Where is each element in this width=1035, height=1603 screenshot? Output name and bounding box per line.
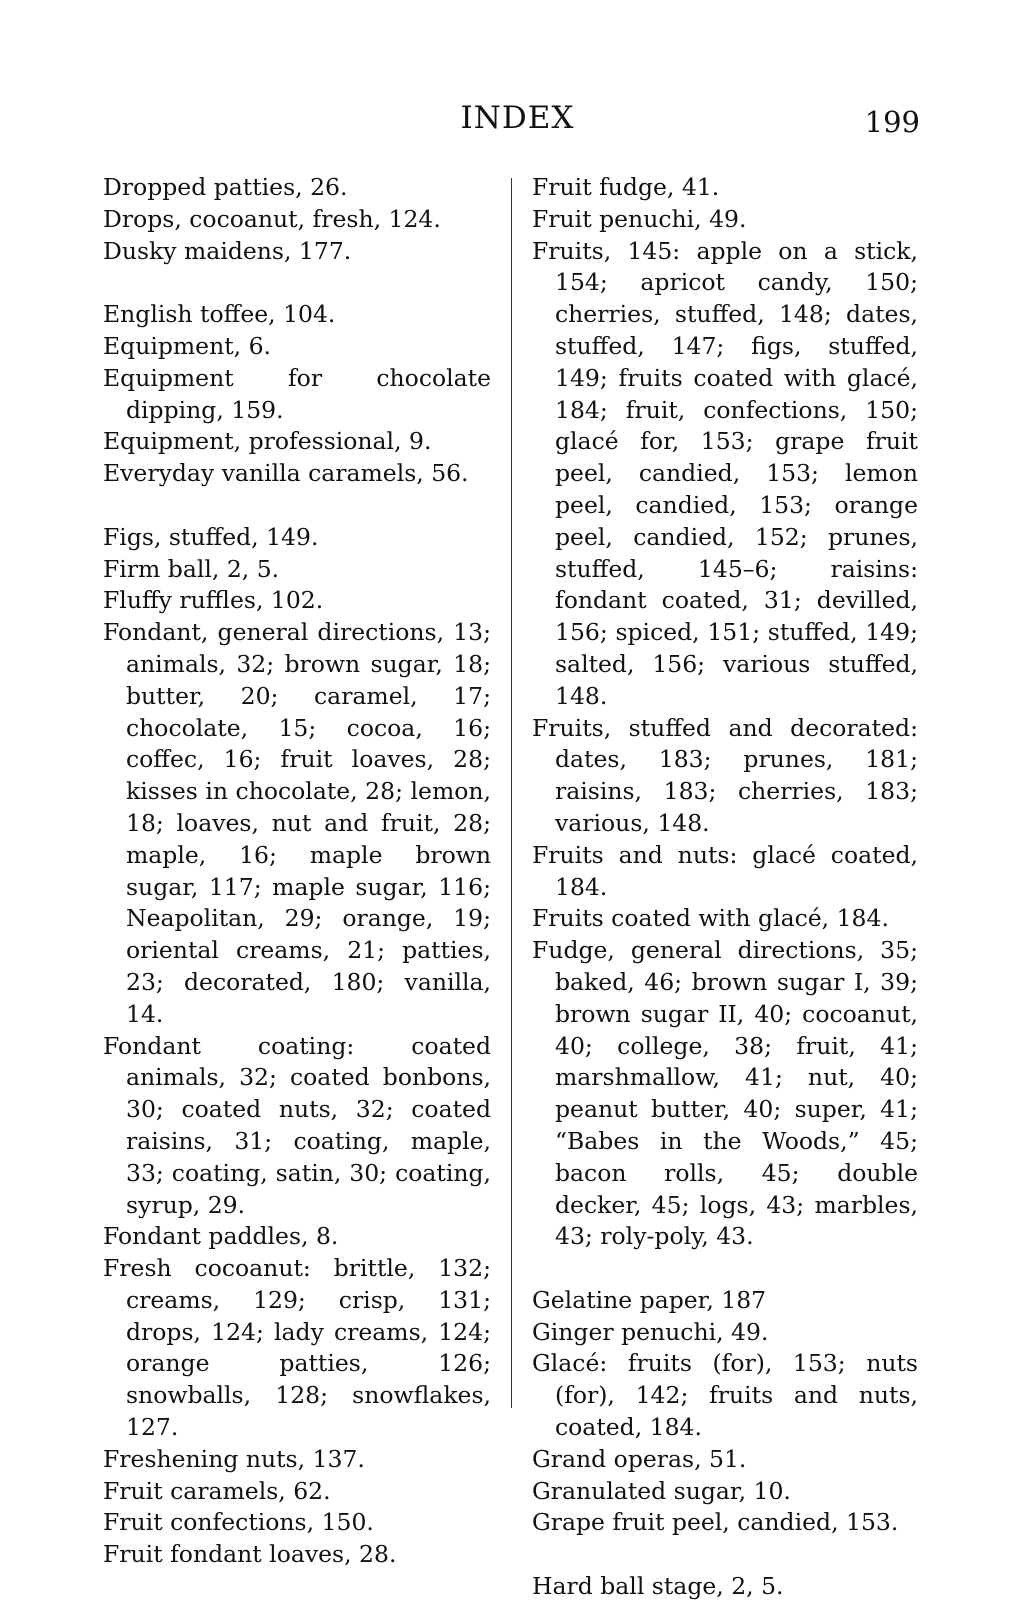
index-entry: Freshening nuts, 137. <box>103 1444 365 1473</box>
page-number: 199 <box>864 105 920 139</box>
page-title: INDEX <box>460 100 575 136</box>
index-entry: Fondant coating: coated animals, 32; coated bonbons, 30; coated nuts, 32; coated raisins, 31; coating, maple, 33; coating, satin, 30; coating, syrup, 29. <box>103 1031 491 1219</box>
index-entry: Glacé: fruits (for), 153; nuts (for), 142; fruits and nuts, coated, 184. <box>532 1349 918 1442</box>
index-entry: Hard ball stage, 2, 5. <box>532 1572 784 1601</box>
letter-group-gap <box>532 1253 918 1285</box>
index-entry: Figs, stuffed, 149. <box>103 522 319 551</box>
index-entry: Fruit fondant loaves, 28. <box>103 1540 397 1569</box>
letter-group-gap <box>103 490 491 522</box>
index-entry: Fruits coated with glacé, 184. <box>532 904 889 933</box>
index-entry: Fruits, stuffed and decorated: dates, 183; prunes, 181; raisins, 183; cherries, 183; various, 148. <box>532 713 918 837</box>
index-column-left <box>103 172 491 1571</box>
index-entry: Ginger penuchi, 49. <box>532 1317 769 1346</box>
letter-group-gap <box>103 267 491 299</box>
index-entry: Equipment, 6. <box>103 331 272 360</box>
index-entry: Fruits, 145: apple on a stick, 154; apricot candy, 150; cherries, stuffed, 148; dates, stuffed, 147; figs, stuffed, 149; fruits coated with glacé, 184; fruit, confections, 150; glacé for, 153; grape fruit peel, candied, 153; lemon peel, candied, 153; orange peel, candied, 152; prunes, stuffed, 145–6; raisins: fondant coated, 31; devilled, 156; spiced, 151; stuffed, 149; salted, 156; various stuffed, 148. <box>532 236 918 710</box>
index-entry: English toffee, 104. <box>103 300 336 329</box>
index-entry: Fondant paddles, 8. <box>103 1222 339 1251</box>
index-entry: Equipment, professional, 9. <box>103 427 432 456</box>
index-entry: Fruit penuchi, 49. <box>532 204 747 233</box>
index-entry: Fondant, general directions, 13; animals, 32; brown sugar, 18; butter, 20; caramel, 17; chocolate, 15; cocoa, 16; coffec, 16; fruit loaves, 28; kisses in chocolate, 28; lemon, 18; loaves, nut and fruit, 28; maple, 16; maple brown sugar, 117; maple sugar, 116; Neapolitan, 29; orange, 19; oriental creams, 21; patties, 23; decorated, 180; vanilla, 14. <box>103 618 491 1028</box>
index-entry: Fluffy ruffles, 102. <box>103 586 324 615</box>
index-entry: Fruit fudge, 41. <box>532 173 720 201</box>
index-entry: Fresh cocoanut: brittle, 132; creams, 129; crisp, 131; drops, 124; lady creams, 124; orange patties, 126; snowballs, 128; snowflakes, 127. <box>103 1254 491 1442</box>
page-header <box>0 100 1035 150</box>
index-entry: Drops, cocoanut, fresh, 124. <box>103 204 441 233</box>
index-entry: Fruit confections, 150. <box>103 1508 374 1537</box>
column-divider <box>511 178 512 1408</box>
index-entry: Grand operas, 51. <box>532 1444 747 1473</box>
index-column-right <box>532 172 918 1603</box>
index-entry: Fruits and nuts: glacé coated, 184. <box>532 840 918 901</box>
index-entry: Dropped patties, 26. <box>103 173 348 201</box>
index-entry: Firm ball, 2, 5. <box>103 554 280 583</box>
index-entry: Gelatine paper, 187 <box>532 1285 767 1314</box>
letter-group-gap <box>532 1539 918 1571</box>
index-entry: Equipment for chocolate dipping, 159. <box>103 363 491 424</box>
index-entry: Fruit caramels, 62. <box>103 1476 331 1505</box>
index-entry: Granulated sugar, 10. <box>532 1476 791 1505</box>
index-entry: Dusky maidens, 177. <box>103 236 352 265</box>
index-entry: Everyday vanilla caramels, 56. <box>103 459 469 488</box>
index-entry: Fudge, general directions, 35; baked, 46; brown sugar I, 39; brown sugar II, 40; cocoanut, 40; college, 38; fruit, 41; marshmallow, 41; nut, 40; peanut butter, 40; super, 41; “Babes in the Woods,” 45; bacon rolls, 45; double decker, 45; logs, 43; marbles, 43; roly-poly, 43. <box>532 936 918 1251</box>
index-entry: Grape fruit peel, candied, 153. <box>532 1508 899 1537</box>
